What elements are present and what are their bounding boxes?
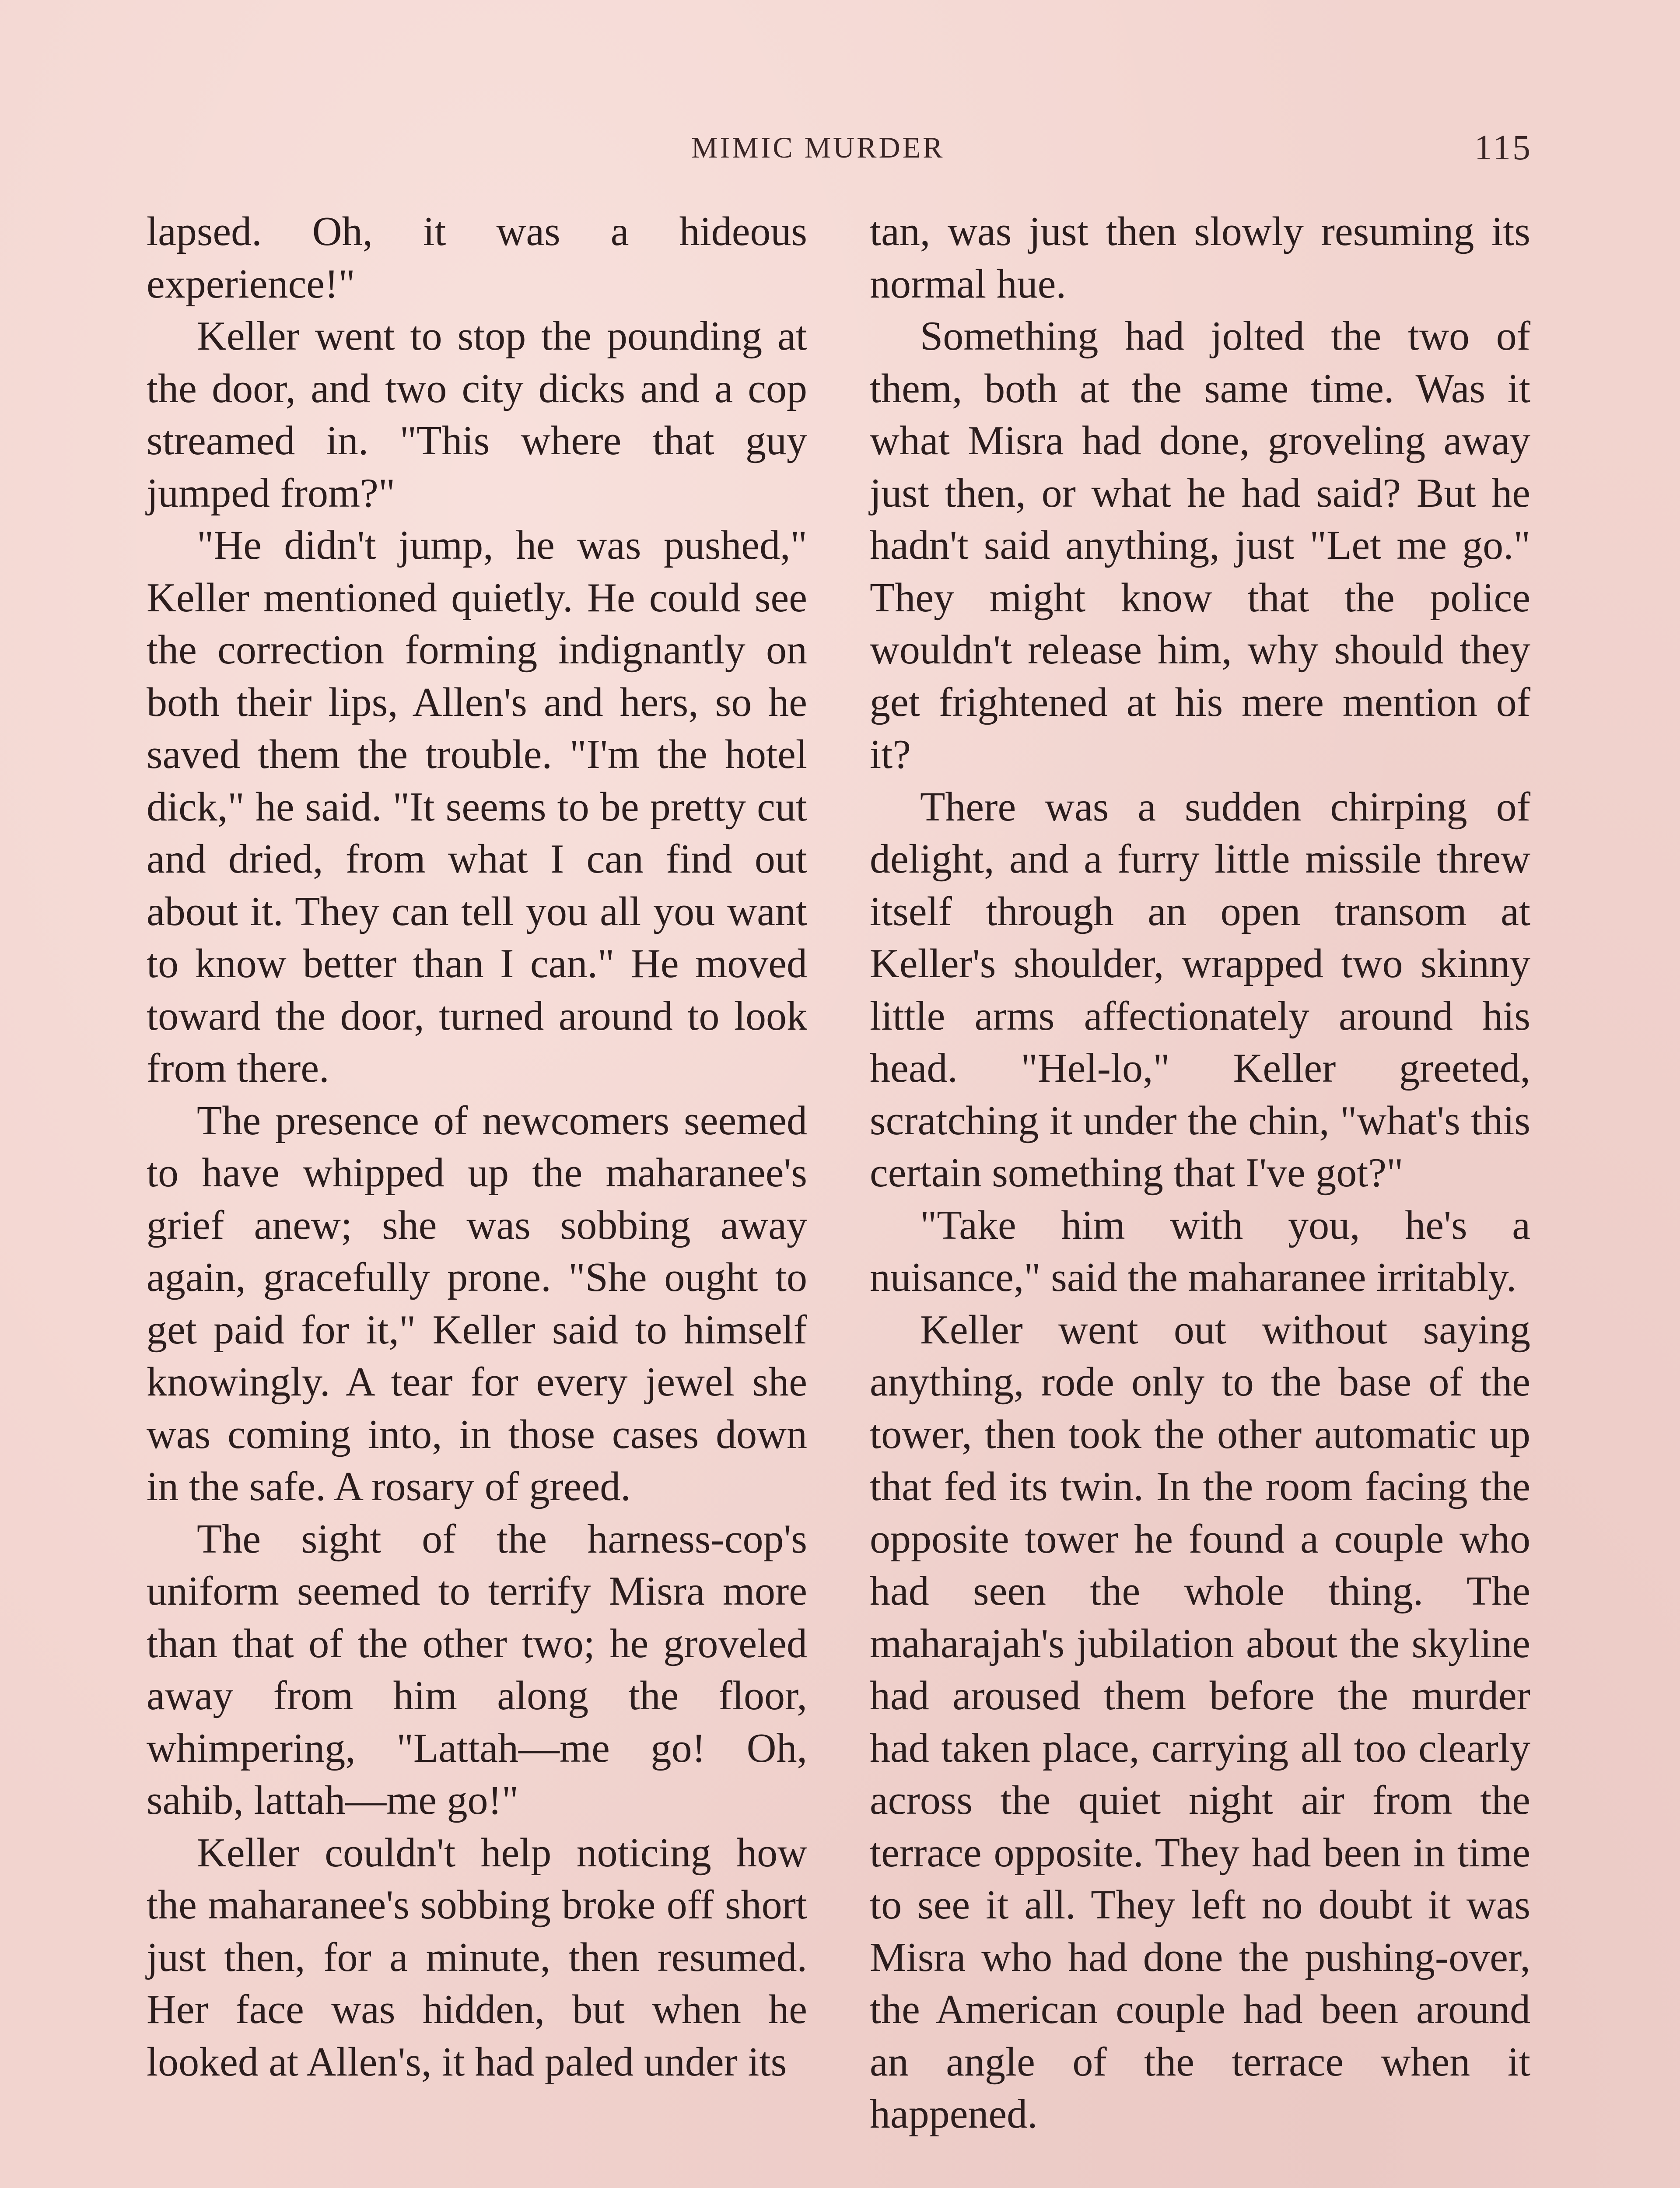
paragraph: "Take him with you, he's a nuisance," said the maharanee irritably. (870, 1202, 1530, 1300)
paragraph: Keller went out without saying anything, rode only to the base of the tower, then took the other automatic up that fed its twin. In the room facing the opposite tower he found a couple who had seen the whole thing. The maharajah's jubilation about the skyline had aroused them before the murder had taken place, carrying all too clearly across the quiet night air from the terrace opposite. They had been in time to see it all. They left no doubt it was Misra who had done the pushing-over, the American couple had been around an angle of the terrace when it happened. (870, 1307, 1530, 2137)
left-column (147, 206, 807, 2088)
paragraph: tan, was just then slowly resuming its normal hue. (870, 209, 1530, 307)
paragraph: Something had jolted the two of them, both at the same time. Was it what Misra had done, groveling away just then, or what he had said? But he hadn't said anything, just "Let me go." They might know that the police wouldn't release him, why should they get frightened at his mere mention of it? (870, 313, 1530, 777)
paragraph: Keller couldn't help noticing how the maharanee's sobbing broke off short just then, for a minute, then resumed. Her face was hidden, but when he looked at Allen's, it had paled under its (147, 1830, 807, 2085)
running-title: MIMIC MURDER (691, 131, 945, 164)
paragraph: There was a sudden chirping of delight, and a furry little missile threw itself through an open transom at Keller's shoulder, wrapped two skinny little arms affectionately around his head. "Hel-lo," Keller greeted, scratching it under the chin, "what's this certain something that I've got?" (870, 784, 1530, 1196)
paragraph: "He didn't jump, he was pushed," Keller mentioned quietly. He could see the correction forming indignantly on both their lips, Allen's and hers, so he saved them the trouble. "I'm the hotel dick," he said. "It seems to be pretty cut and dried, from what I can find out about it. They can tell you all you want to know better than I can." He moved toward the door, turned around to look from there. (147, 522, 807, 1091)
page-number: 115 (1474, 127, 1532, 167)
right-column (870, 206, 1530, 2141)
paragraph: The sight of the harness-cop's uniform seemed to terrify Misra more than that of the other two; he groveled away from him along the floor, whimpering, "Lattah—me go! Oh, sahib, lattah—me go!" (147, 1516, 807, 1823)
paragraph: The presence of newcomers seemed to have whipped up the maharanee's grief anew; she was sobbing away again, gracefully prone. "She ought to get paid for it," Keller said to himself knowingly. A tear for every jewel she was coming into, in those cases down in the safe. A rosary of greed. (147, 1098, 807, 1509)
paragraph: lapsed. Oh, it was a hideous experience!" (147, 209, 807, 307)
paragraph: Keller went to stop the pounding at the door, and two city dicks and a cop streamed in. "This where that guy jumped from?" (147, 313, 807, 516)
